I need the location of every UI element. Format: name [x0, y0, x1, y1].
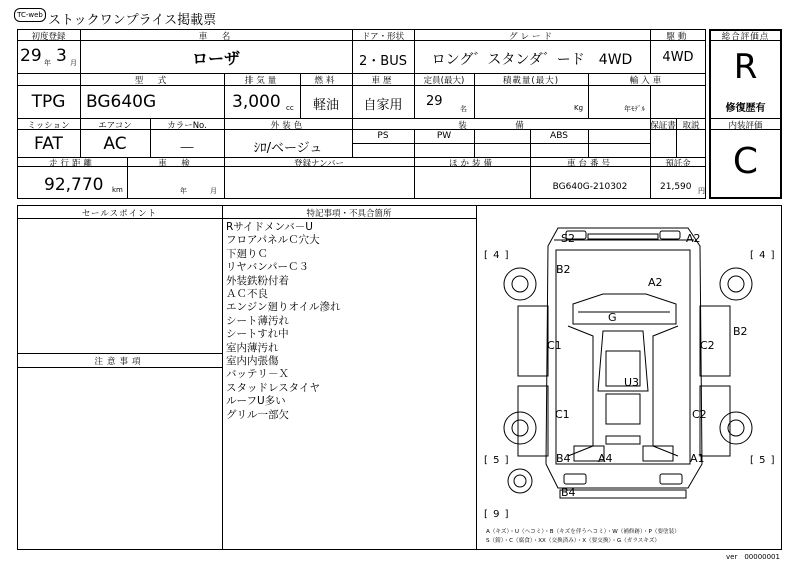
equip-pw: PW	[436, 131, 452, 141]
label-first-reg: 初度登録	[31, 32, 66, 42]
history-value: 自家用	[363, 98, 403, 113]
exterior-color: ｼﾛ/ベージュ	[253, 141, 323, 156]
issue-item: フロアパネルＣ穴大	[226, 234, 320, 247]
label-load: 積載量(最大)	[502, 76, 560, 86]
interior-score: C	[732, 141, 759, 182]
issue-item: シート薄汚れ	[226, 314, 289, 327]
issue-item: リヤバンパーＣ３	[226, 261, 310, 274]
deposit-value: 21,590	[660, 182, 692, 192]
label-exterior: 外装色	[270, 121, 306, 131]
mark-a1: A1	[690, 452, 705, 465]
issues-header: 特記事項・不具合箇所	[306, 209, 392, 219]
label-history: 車歴	[371, 76, 395, 86]
mark-s2: S2	[561, 232, 575, 245]
issue-item: 外装鉄粉付着	[226, 274, 289, 287]
bracket-spare: [ 9 ]	[484, 509, 510, 520]
mileage-value: 92,770	[44, 175, 104, 195]
label-equipment: 装 備	[458, 121, 544, 131]
model-value: BG640G	[86, 92, 157, 112]
legend-line: S（錆）・C（腐食）・XX（交換済み）・X（要交換）・G（ガラスキズ）	[486, 538, 661, 544]
label-doors: ドア・形状	[361, 32, 405, 42]
page-title: ストックワンプライス掲載票	[48, 13, 217, 28]
mark-b2-right: B2	[733, 325, 748, 338]
legend	[486, 528, 680, 546]
km-unit: km	[112, 186, 123, 194]
repair-history: 修復歴有	[725, 103, 766, 114]
capacity-unit: 名	[460, 105, 467, 113]
label-capacity: 定員(最大)	[423, 76, 465, 86]
bracket-rear-right: [ 5 ]	[750, 455, 776, 466]
label-aircon: エアコン	[98, 121, 132, 131]
label-warranty: 保証書	[650, 121, 676, 131]
inspection-year: 年	[180, 187, 187, 195]
aircon-value: AC	[103, 134, 127, 154]
legend-line: A（キズ）・U（ヘコミ）・B（キズを伴うヘコミ）・W（補修跡）・P（要塗装）	[486, 529, 680, 535]
year-model: 年ﾓﾃﾞﾙ	[624, 105, 645, 113]
label-interior: 内装評価	[728, 121, 763, 131]
color-no-value: －	[178, 139, 196, 159]
mark-c2-rear: C2	[692, 408, 707, 421]
inspection-month: 月	[210, 187, 217, 195]
model-prefix: TPG	[31, 92, 66, 112]
month-value: 3	[56, 46, 67, 66]
label-inspection: 車 検	[158, 159, 193, 169]
mission-value: FAT	[34, 134, 63, 154]
issue-item: 下廻りＣ	[226, 247, 268, 260]
label-grade: グレード	[508, 32, 555, 42]
issue-item: シートすれ中	[226, 328, 289, 341]
bracket-front-right: [ 4 ]	[750, 250, 776, 261]
label-mileage: 走行距離	[48, 159, 95, 169]
mark-b2-left: B2	[556, 263, 571, 276]
mark-b4-bottom: B4	[561, 486, 576, 499]
drive-value: 4WD	[662, 50, 694, 65]
label-other: ほか装備	[448, 159, 495, 169]
overall-score: R	[733, 47, 758, 87]
bracket-front-left: [ 4 ]	[484, 250, 510, 261]
issue-item: 室内薄汚れ	[226, 341, 279, 354]
issue-item: ルーフU多い	[226, 395, 286, 408]
mark-a2-hood: A2	[648, 276, 663, 289]
issue-item: グリル一部欠	[226, 408, 289, 421]
label-chassis: 車台番号	[566, 159, 613, 169]
label-import: 輸入車	[629, 76, 665, 86]
car-name: ローザ	[191, 49, 240, 68]
label-manual: 取説	[682, 121, 700, 131]
mark-c1-rear: C1	[555, 408, 570, 421]
issue-item: ＡＣ不良	[226, 288, 268, 301]
issue-item: バッテリ－Ｘ	[226, 368, 289, 381]
fuel-value: 軽油	[312, 98, 339, 113]
label-fuel: 燃料	[314, 76, 338, 86]
label-mission: ミッション	[27, 121, 70, 131]
issues-list	[226, 221, 340, 422]
bracket-rear-left: [ 5 ]	[484, 455, 510, 466]
displacement-value: 3,000	[232, 92, 281, 112]
notes-header: 注意事項	[94, 357, 145, 367]
mark-g: G	[608, 311, 617, 324]
sales-points-header: セールスポイント	[81, 209, 158, 219]
label-plate: 登録ナンバー	[294, 159, 344, 169]
issue-item: スタッドレスタイヤ	[226, 381, 320, 394]
issue-item: エンジン廻りオイル滲れ	[226, 301, 341, 314]
mark-c2-front: C2	[700, 339, 715, 352]
year-unit: 年	[44, 59, 51, 67]
label-deposit: 預託金	[665, 159, 691, 169]
label-drive: 駆動	[666, 32, 690, 42]
mark-a2-top: A2	[686, 232, 701, 245]
label-overall: 総合評価点	[721, 32, 770, 42]
grade-value: ロング゛スタンダ゛ード 4WD	[431, 52, 633, 68]
cc-unit: cc	[286, 104, 294, 112]
doors-value: 2・BUS	[359, 54, 407, 69]
chassis-number: BG640G-210302	[552, 182, 628, 192]
mark-a4: A4	[598, 452, 613, 465]
issue-item: Rサイドメンバ－U	[226, 221, 313, 233]
label-car-name: 車 名	[198, 32, 234, 42]
issue-item: 室内内張傷	[226, 355, 279, 368]
yen-unit: 円	[698, 187, 705, 195]
equip-abs: ABS	[550, 131, 568, 141]
month-unit: 月	[70, 59, 77, 67]
label-color-no: カラーNo.	[167, 121, 207, 131]
version-label: ver 00000001	[726, 553, 780, 561]
logo: TC-web	[14, 8, 46, 22]
capacity-value: 29	[426, 94, 443, 109]
mark-u3: U3	[624, 376, 640, 389]
load-unit: Kg	[574, 104, 584, 112]
year-value: 29	[20, 46, 42, 66]
label-model: 型 式	[134, 76, 170, 86]
equip-ps: PS	[377, 131, 389, 141]
label-displacement: 排気量	[244, 76, 280, 86]
mark-b4-left: B4	[556, 452, 571, 465]
mark-c1-front: C1	[547, 339, 562, 352]
